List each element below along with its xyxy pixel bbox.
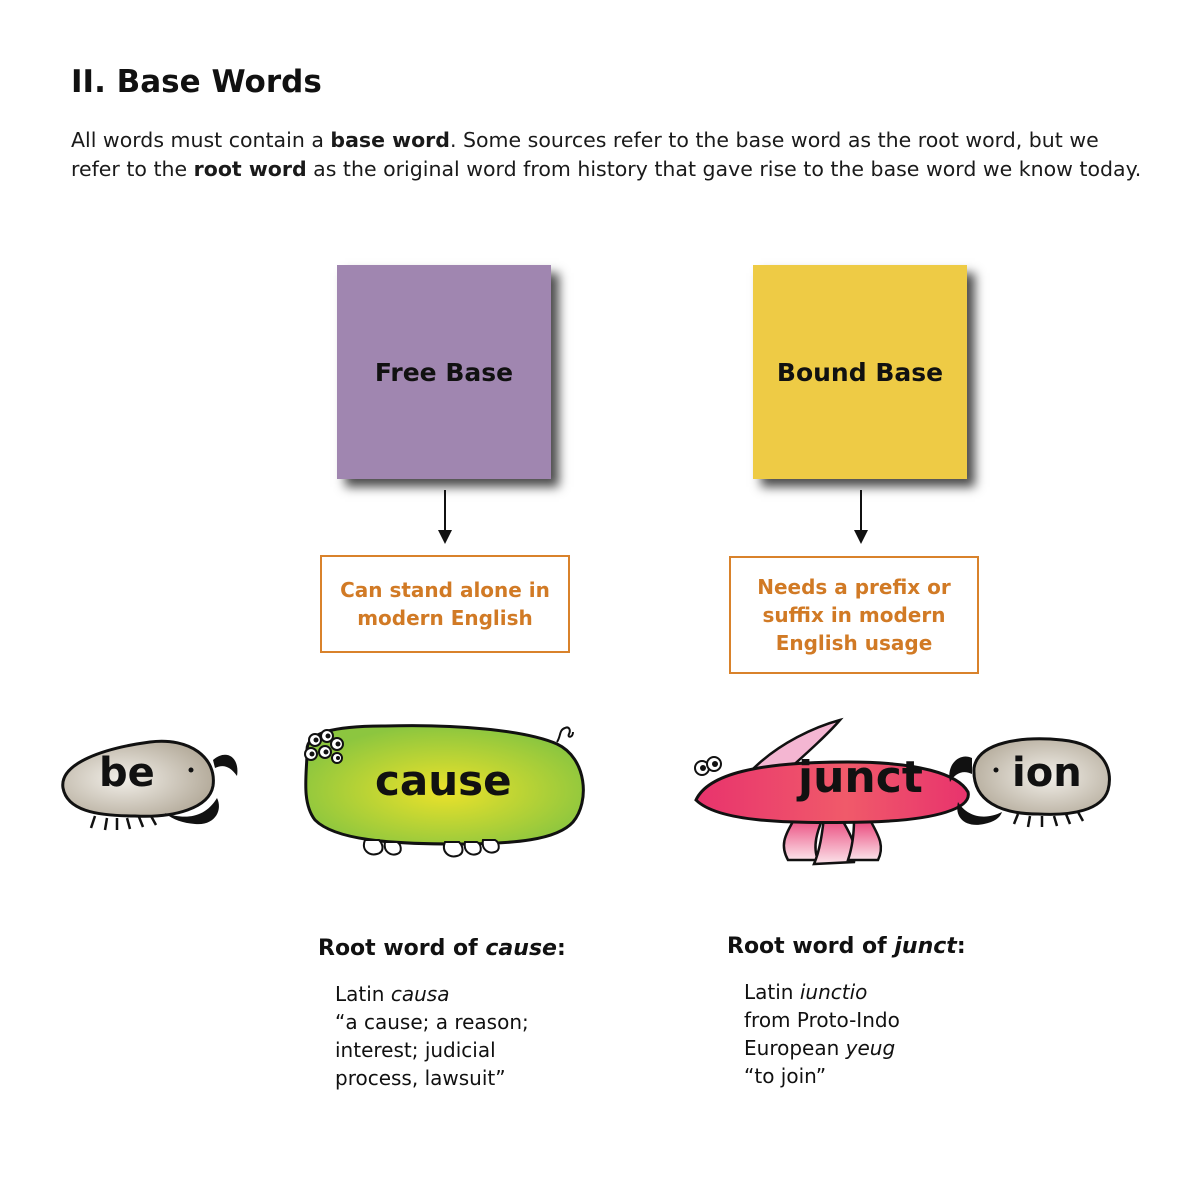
root-junct-heading xyxy=(727,934,966,959)
free-base-box xyxy=(337,265,551,479)
etymology-line: “a cause; a reason; xyxy=(335,1010,529,1034)
description-line: modern English xyxy=(357,606,533,630)
etymology-text: European xyxy=(744,1036,846,1060)
free-base-description xyxy=(320,555,570,653)
heading-text: Root word of xyxy=(318,936,486,961)
etymology-text: Latin xyxy=(744,980,800,1004)
etymology-line xyxy=(744,1034,900,1062)
etymology-term: yeug xyxy=(845,1036,896,1060)
intro-text: . Some sources refer to the base word as the root word, but we refer to the xyxy=(71,128,1099,181)
free-base-pig-illustration xyxy=(295,712,595,862)
etymology-line xyxy=(744,978,900,1006)
page-title: II. Base Words xyxy=(71,64,322,100)
free-base-word: cause xyxy=(375,756,512,805)
bound-base-label: Bound Base xyxy=(776,357,944,387)
prefix-bug-illustration xyxy=(55,728,245,838)
intro-paragraph xyxy=(71,126,1151,183)
root-cause-heading xyxy=(318,936,566,961)
intro-text: All words must contain a xyxy=(71,128,331,152)
heading-term: junct xyxy=(894,934,957,959)
heading-text: Root word of xyxy=(727,934,895,959)
etymology-text: Latin xyxy=(335,982,391,1006)
etymology-term: iunctio xyxy=(799,980,868,1004)
intro-text: as the original word from history that gave rise to the base word we know today. xyxy=(306,156,1142,181)
etymology-line xyxy=(335,980,529,1008)
heading-term: cause xyxy=(485,936,557,961)
suffix-bug-illustration xyxy=(942,728,1117,838)
root-cause-etymology xyxy=(335,980,529,1092)
arrow-down-icon xyxy=(444,490,446,534)
free-base-label: Free Base xyxy=(374,357,514,387)
description-line: Can stand alone in xyxy=(340,578,550,602)
bound-base-box xyxy=(753,265,967,479)
description-line: suffix in modern xyxy=(762,603,946,627)
etymology-line: from Proto-Indo xyxy=(744,1008,900,1032)
bound-base-description xyxy=(729,556,979,674)
suffix-word: ion xyxy=(1012,750,1082,796)
etymology-line: interest; judicial xyxy=(335,1038,496,1062)
bound-base-word: junct xyxy=(798,752,923,803)
heading-text: : xyxy=(956,934,966,959)
description-line: English usage xyxy=(775,631,933,655)
prefix-word: be xyxy=(99,750,155,796)
intro-term-root-word: root word xyxy=(193,156,307,181)
etymology-line: process, lawsuit” xyxy=(335,1066,506,1090)
description-line: Needs a prefix or xyxy=(757,575,951,599)
arrow-down-icon xyxy=(860,490,862,534)
intro-term-base-word: base word xyxy=(330,128,450,152)
etymology-line: “to join” xyxy=(744,1064,827,1088)
heading-text: : xyxy=(556,936,566,961)
root-junct-etymology xyxy=(744,978,900,1090)
etymology-term: causa xyxy=(390,982,450,1006)
